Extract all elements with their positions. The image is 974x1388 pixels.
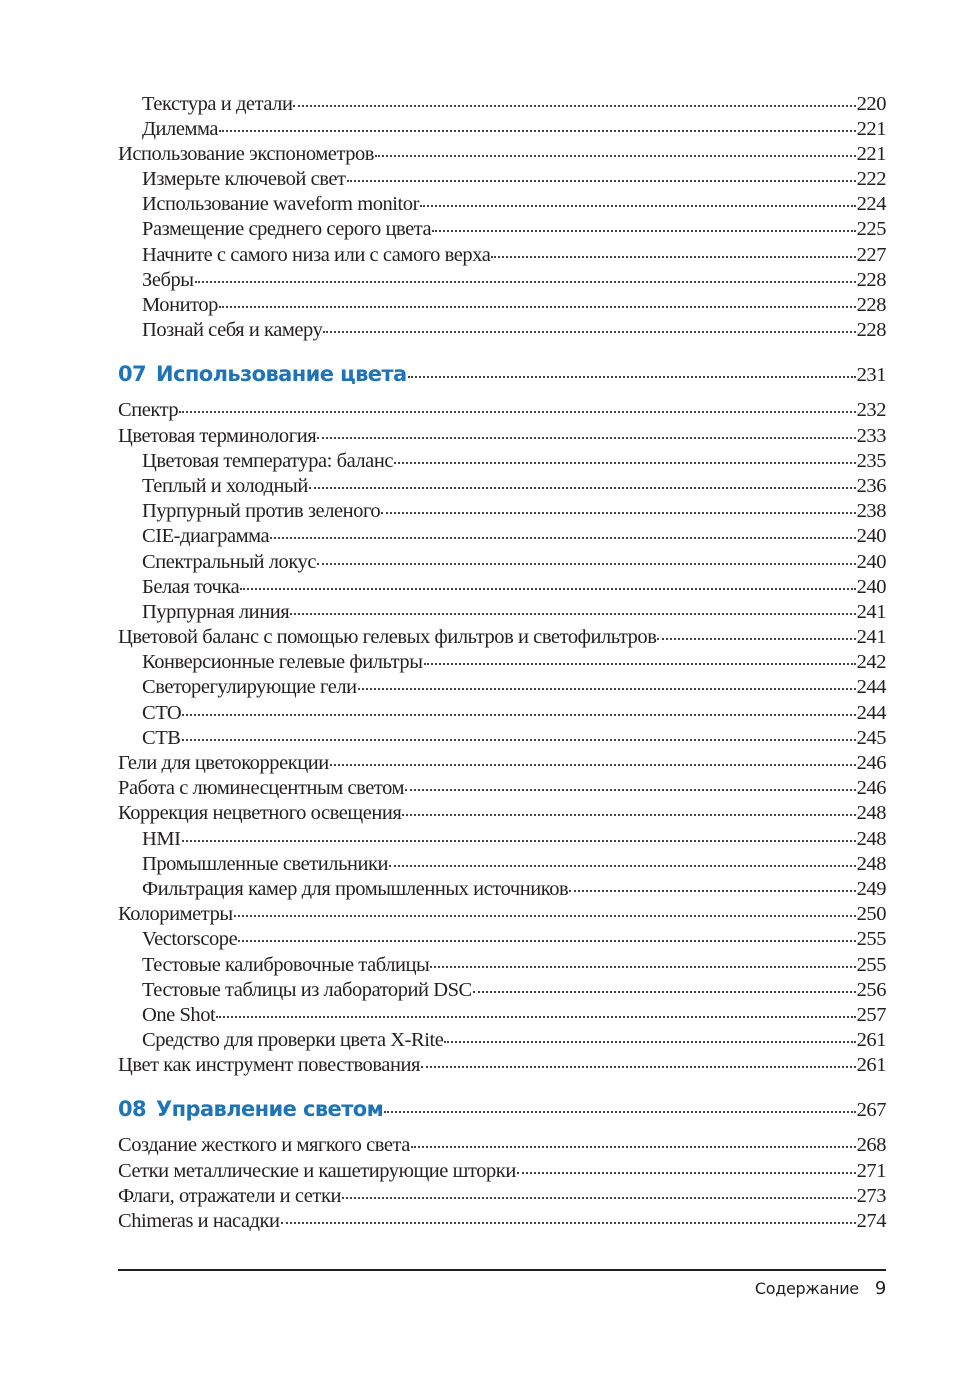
toc-entry[interactable] [118, 396, 886, 421]
toc-entry-page: 255 [856, 953, 886, 976]
dot-leader [293, 89, 855, 110]
toc-entry-page: 228 [856, 268, 886, 291]
toc-entry[interactable] [118, 698, 886, 723]
toc-entry-title: Цветовая температура: баланс [142, 449, 393, 472]
toc-entry-title: Гели для цветокоррекции [118, 752, 329, 774]
toc-entry[interactable] [118, 291, 886, 316]
dot-leader [323, 316, 855, 337]
dot-leader [219, 114, 856, 135]
dot-leader [182, 698, 855, 719]
dot-leader [375, 139, 856, 160]
chapter-heading[interactable] [118, 358, 886, 390]
toc-entry[interactable] [118, 1000, 886, 1025]
toc-entry-title: Познай себя и камеру [142, 319, 323, 342]
toc-entry-page: 236 [856, 474, 886, 497]
toc-entry[interactable] [118, 597, 886, 622]
toc-entry-page: 241 [856, 600, 886, 623]
toc-entry-page: 248 [856, 852, 886, 875]
dot-leader [432, 215, 855, 236]
toc-entry-title: Теплый и холодный [142, 474, 308, 497]
footer-divider [118, 1269, 886, 1271]
dot-leader [216, 1000, 855, 1021]
dot-leader [182, 824, 856, 845]
dot-leader [179, 396, 855, 417]
toc-entry-title: Колориметры [118, 903, 233, 926]
chapter-name: Управление светом [156, 1096, 384, 1121]
toc-entry-title: Сетки металлические и кашетирующие шторки [118, 1159, 516, 1182]
page-footer [755, 1278, 886, 1299]
dot-leader [444, 1026, 855, 1047]
toc-entry-title: Дилемма [142, 117, 219, 140]
toc-entry-page: 227 [856, 243, 886, 266]
dot-leader [657, 623, 855, 644]
toc-entry-page: 232 [856, 399, 886, 422]
toc-entry-page: 233 [856, 424, 886, 447]
toc-entry[interactable] [118, 874, 886, 899]
toc-entry[interactable] [118, 824, 886, 849]
toc-entry-title: One Shot [142, 1003, 216, 1026]
toc-entry-page: 225 [856, 218, 886, 241]
toc-entry-page: 240 [856, 525, 886, 548]
toc-entry-page: 255 [856, 928, 886, 951]
toc-entry-title: Спектральный локус [142, 550, 316, 573]
toc-entry[interactable] [118, 89, 886, 114]
toc-entry-page: 249 [856, 877, 886, 900]
toc-entry-page: 248 [856, 802, 886, 825]
dot-leader [290, 597, 855, 618]
toc-entry-title: Chimeras и насадки [118, 1210, 280, 1232]
dot-leader [384, 1100, 855, 1116]
toc-entry[interactable] [118, 522, 886, 547]
dot-leader [402, 799, 855, 820]
toc-entry-page: 244 [856, 701, 886, 724]
chapter-07-section [118, 358, 886, 1076]
toc-entry[interactable] [118, 1207, 886, 1232]
toc-entry-title: Белая точка [142, 575, 240, 598]
toc-entry-title: Спектр [118, 399, 179, 422]
toc-entry-page: 246 [856, 752, 886, 774]
toc-entry-title: HMI [142, 827, 181, 850]
chapter-number: 07 [118, 361, 147, 386]
toc-entry[interactable] [118, 572, 886, 597]
toc-entry[interactable] [118, 925, 886, 950]
toc-entry-page: 242 [856, 651, 886, 674]
dot-leader [381, 497, 855, 518]
toc-entry-page: 240 [856, 575, 886, 598]
dot-leader [517, 1156, 856, 1177]
toc-entry[interactable] [118, 265, 886, 290]
toc-entry-title: Цветовой баланс с помощью гелевых фильтров и светофильтров [118, 626, 657, 649]
toc-entry-title: CTB [142, 726, 181, 749]
toc-entry[interactable] [118, 165, 886, 190]
toc-entry[interactable] [118, 723, 886, 748]
toc-entry-page: 246 [856, 777, 886, 800]
toc-entry-title: CIE-диаграмма [142, 525, 270, 548]
chapter-number: 08 [118, 1096, 147, 1121]
toc-entry-page: 221 [856, 142, 886, 165]
dot-leader [219, 291, 856, 312]
dot-leader [405, 774, 856, 795]
toc-entry[interactable] [118, 623, 886, 648]
toc-entry[interactable] [118, 799, 886, 824]
toc-entry-title: Цветовая терминология [118, 424, 317, 447]
toc-entry[interactable] [118, 497, 886, 522]
dot-leader [317, 547, 856, 568]
toc-entry[interactable] [118, 1156, 886, 1181]
table-of-contents [118, 89, 886, 1232]
toc-entry-title: Пурпурный против зеленого [142, 500, 381, 523]
toc-entry[interactable] [118, 1051, 886, 1076]
toc-entry-page: 220 [856, 92, 886, 115]
dot-leader [424, 648, 856, 669]
toc-entry-page: 248 [856, 827, 886, 850]
toc-entry-title: Измерьте ключевой свет [142, 168, 346, 191]
toc-entry-page: 261 [856, 1029, 886, 1052]
toc-entry-title: Vectorscope [142, 928, 238, 951]
toc-entry[interactable] [118, 446, 886, 471]
footer-page-number: 9 [874, 1278, 886, 1299]
toc-entry-title: Зебры [142, 268, 194, 291]
toc-entry[interactable] [118, 139, 886, 164]
dot-leader [234, 900, 856, 921]
toc-entry[interactable] [118, 421, 886, 446]
toc-entry-title: Использование экспонометров [118, 142, 375, 165]
dot-leader [389, 849, 856, 870]
chapter-name: Использование цвета [156, 361, 407, 386]
toc-entry[interactable] [118, 114, 886, 139]
toc-entry-page: 273 [856, 1184, 886, 1207]
toc-entry-page: 250 [856, 903, 886, 926]
toc-entry-title: Начните с самого низа или с самого верха [142, 243, 491, 266]
toc-entry[interactable] [118, 316, 886, 341]
dot-leader [491, 240, 855, 261]
toc-entry-title: Цвет как инструмент повествования [118, 1054, 420, 1077]
dot-leader [411, 1131, 856, 1152]
chapter-08-section [118, 1093, 886, 1232]
dot-leader [473, 975, 856, 996]
toc-entry[interactable] [118, 849, 886, 874]
dot-leader [420, 190, 856, 211]
toc-entry-page: 274 [856, 1210, 886, 1232]
toc-entry[interactable] [118, 547, 886, 572]
dot-leader [238, 925, 855, 946]
toc-entry[interactable] [118, 190, 886, 215]
toc-entry[interactable] [118, 774, 886, 799]
toc-entry-page: 238 [856, 500, 886, 523]
dot-leader [270, 522, 855, 543]
toc-entry-title: Светорегулирующие гели [142, 676, 357, 699]
chapter-page: 231 [856, 363, 886, 386]
toc-entry-page: 235 [856, 449, 886, 472]
toc-entry[interactable] [118, 749, 886, 774]
dot-leader [195, 265, 856, 286]
dot-leader [317, 421, 855, 442]
dot-leader [421, 1051, 856, 1072]
toc-entry-page: 224 [856, 193, 886, 216]
toc-entry-page: 268 [856, 1134, 886, 1157]
toc-entry[interactable] [118, 950, 886, 975]
dot-leader [394, 446, 856, 467]
toc-entry-page: 221 [856, 117, 886, 140]
toc-entry[interactable] [118, 673, 886, 698]
toc-entry[interactable] [118, 1181, 886, 1206]
dot-leader [430, 950, 855, 971]
toc-entry-title: Текстура и детали [142, 92, 293, 115]
chapter-title [118, 1093, 383, 1125]
dot-leader [182, 723, 856, 744]
toc-entry-title: Создание жесткого и мягкого света [118, 1134, 410, 1157]
toc-entry-title: Промышленные светильники [142, 852, 389, 875]
toc-entry-page: 271 [856, 1159, 886, 1182]
toc-entry-title: Средство для проверки цвета X-Rite [142, 1029, 444, 1052]
chapter-title [118, 358, 407, 390]
toc-entry-title: Конверсионные гелевые фильтры [142, 651, 423, 674]
toc-entry-title: Фильтрация камер для промышленных источников [142, 877, 569, 900]
toc-entry-title: Тестовые калибровочные таблицы [142, 953, 430, 976]
toc-entry[interactable] [118, 900, 886, 925]
toc-entry-title: Тестовые таблицы из лабораторий DSC [142, 978, 472, 1001]
dot-leader [309, 471, 856, 492]
toc-continued-section [118, 89, 886, 341]
toc-entry-title: Пурпурная линия [142, 600, 290, 623]
toc-entry-title: Использование waveform monitor [142, 193, 419, 216]
toc-entry-title: Монитор [142, 294, 218, 316]
chapter-page: 267 [856, 1098, 886, 1121]
toc-entry[interactable] [118, 240, 886, 265]
dot-leader [569, 874, 855, 895]
dot-leader [358, 673, 856, 694]
dot-leader [330, 749, 856, 770]
toc-entry-page: 245 [856, 726, 886, 749]
toc-entry-page: 257 [856, 1003, 886, 1026]
dot-leader [408, 365, 856, 381]
toc-entry-title: Работа с люминесцентным светом [118, 777, 405, 800]
toc-entry[interactable] [118, 1131, 886, 1156]
footer-section-label: Содержание [754, 1279, 859, 1298]
toc-entry-page: 244 [856, 676, 886, 699]
toc-entry[interactable] [118, 648, 886, 673]
toc-entry-title: Размещение среднего серого цвета [142, 218, 432, 241]
dot-leader [240, 572, 855, 593]
toc-entry[interactable] [118, 1026, 886, 1051]
toc-entry-title: Флаги, отражатели и сетки [118, 1184, 341, 1207]
toc-entry-page: 261 [856, 1054, 886, 1077]
chapter-heading[interactable] [118, 1093, 886, 1125]
toc-entry-title: CTO [142, 701, 182, 724]
toc-entry-page: 240 [856, 550, 886, 573]
toc-entry[interactable] [118, 975, 886, 1000]
toc-entry-page: 228 [856, 294, 886, 316]
toc-entry-page: 228 [856, 319, 886, 342]
dot-leader [342, 1181, 856, 1202]
toc-entry-page: 256 [856, 978, 886, 1001]
toc-entry-page: 241 [856, 626, 886, 649]
dot-leader [347, 165, 856, 186]
toc-entry[interactable] [118, 215, 886, 240]
toc-entry[interactable] [118, 471, 886, 496]
toc-entry-page: 222 [856, 168, 886, 191]
dot-leader [281, 1207, 856, 1228]
toc-entry-title: Коррекция нецветного освещения [118, 802, 402, 825]
